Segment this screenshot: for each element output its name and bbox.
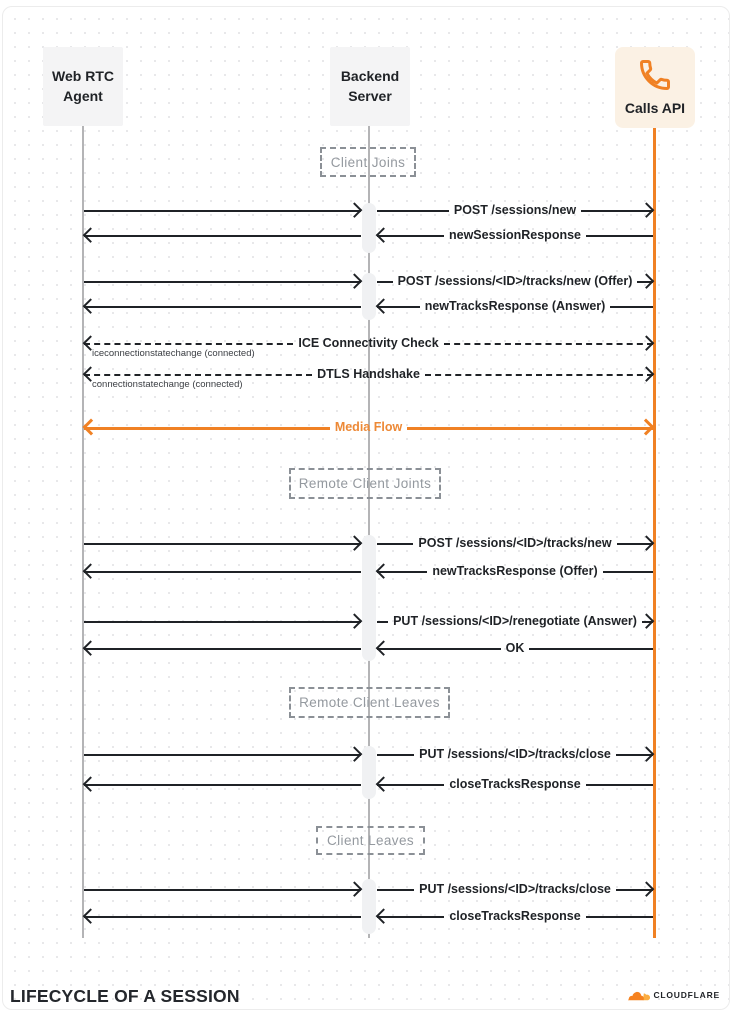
message-arrow bbox=[377, 563, 653, 581]
media-flow-arrow bbox=[84, 419, 653, 437]
arrowhead-left bbox=[376, 298, 392, 314]
message-label: closeTracksResponse bbox=[449, 909, 581, 923]
message-label: newTracksResponse (Offer) bbox=[432, 564, 598, 578]
activation-bar-1 bbox=[362, 273, 376, 320]
actor-label: Calls API bbox=[624, 100, 686, 116]
lifeline-calls bbox=[653, 126, 656, 938]
message-arrow bbox=[377, 535, 653, 553]
phase-note: Remote Client Joints bbox=[289, 468, 441, 499]
arrowhead-right bbox=[639, 746, 655, 762]
message-arrow bbox=[377, 776, 653, 794]
cloudflare-wordmark: CLOUDFLARE bbox=[653, 990, 720, 1000]
arrowhead-right bbox=[639, 881, 655, 897]
message-arrow bbox=[377, 298, 653, 316]
arrowhead-left bbox=[376, 227, 392, 243]
message-arrow bbox=[377, 202, 653, 220]
lifeline-webrtc bbox=[82, 126, 84, 938]
arrowhead-right bbox=[347, 202, 363, 218]
phase-note: Remote Client Leaves bbox=[289, 687, 450, 718]
message-arrow bbox=[84, 640, 361, 658]
message-arrow bbox=[377, 227, 653, 245]
arrowhead-left bbox=[376, 908, 392, 924]
message-arrow bbox=[84, 535, 361, 553]
event-note: iceconnectionstatechange (connected) bbox=[92, 348, 255, 359]
arrowhead-left bbox=[83, 227, 99, 243]
message-arrow bbox=[84, 563, 361, 581]
arrowhead-right bbox=[347, 613, 363, 629]
arrowhead-left bbox=[83, 419, 100, 436]
sequence-diagram bbox=[3, 7, 729, 1009]
arrowhead-left bbox=[376, 640, 392, 656]
message-label: POST /sessions/<ID>/tracks/new bbox=[418, 536, 612, 550]
message-arrow bbox=[84, 881, 361, 899]
message-arrow bbox=[377, 881, 653, 899]
arrowhead-left bbox=[83, 908, 99, 924]
cloudflare-logo bbox=[624, 988, 720, 1002]
actor-label: Web RTC Agent bbox=[52, 67, 114, 104]
page-title: LIFECYCLE OF A SESSION bbox=[10, 986, 240, 1006]
arrowhead-right bbox=[639, 335, 655, 351]
message-arrow bbox=[84, 776, 361, 794]
phase-note: Client Leaves bbox=[316, 826, 425, 855]
arrowhead-left bbox=[83, 640, 99, 656]
arrowhead-left bbox=[376, 776, 392, 792]
message-label: PUT /sessions/<ID>/tracks/close bbox=[419, 882, 611, 896]
message-label: newSessionResponse bbox=[449, 228, 581, 242]
arrowhead-right bbox=[347, 881, 363, 897]
arrowhead-right bbox=[638, 419, 655, 436]
activation-bar-0 bbox=[362, 203, 376, 253]
message-arrow bbox=[84, 613, 361, 631]
message-label: OK bbox=[505, 641, 525, 655]
actor-calls bbox=[615, 47, 695, 128]
arrowhead-right bbox=[639, 366, 655, 382]
phase-note: Client Joins bbox=[320, 147, 416, 177]
message-label: closeTracksResponse bbox=[449, 777, 581, 791]
arrowhead-right bbox=[639, 535, 655, 551]
arrowhead-right bbox=[347, 273, 363, 289]
phone-icon bbox=[637, 57, 673, 93]
message-arrow bbox=[377, 640, 653, 658]
diagram-canvas bbox=[2, 6, 730, 1010]
message-arrow bbox=[84, 227, 361, 245]
message-label: PUT /sessions/<ID>/tracks/close bbox=[419, 747, 611, 761]
arrowhead-left bbox=[376, 563, 392, 579]
message-arrow bbox=[377, 908, 653, 926]
actor-webrtc bbox=[43, 47, 123, 126]
message-label: POST /sessions/new bbox=[453, 203, 577, 217]
actor-backend bbox=[330, 47, 410, 126]
actor-label: Backend Server bbox=[340, 67, 400, 104]
message-label: ICE Connectivity Check bbox=[298, 336, 439, 350]
arrowhead-left bbox=[83, 563, 99, 579]
message-label: POST /sessions/<ID>/tracks/new (Offer) bbox=[397, 274, 633, 288]
arrowhead-right bbox=[639, 202, 655, 218]
message-label: Media Flow bbox=[334, 420, 403, 434]
event-note: connectionstatechange (connected) bbox=[92, 379, 243, 390]
message-arrow bbox=[377, 613, 653, 631]
message-arrow bbox=[84, 908, 361, 926]
message-label: newTracksResponse (Answer) bbox=[424, 299, 606, 313]
arrowhead-left bbox=[83, 298, 99, 314]
message-arrow bbox=[84, 298, 361, 316]
message-arrow bbox=[84, 202, 361, 220]
message-arrow bbox=[84, 273, 361, 291]
message-arrow bbox=[377, 746, 653, 764]
message-arrow bbox=[377, 273, 653, 291]
activation-bar-4 bbox=[362, 879, 376, 934]
message-label: DTLS Handshake bbox=[317, 367, 420, 381]
arrowhead-right bbox=[639, 273, 655, 289]
message-arrow bbox=[84, 746, 361, 764]
activation-bar-2 bbox=[362, 535, 376, 661]
cloudflare-cloud-icon bbox=[624, 988, 650, 1002]
arrowhead-right bbox=[347, 535, 363, 551]
message-label: PUT /sessions/<ID>/renegotiate (Answer) bbox=[393, 614, 637, 628]
activation-bar-3 bbox=[362, 746, 376, 799]
arrowhead-left bbox=[83, 776, 99, 792]
arrowhead-right bbox=[347, 746, 363, 762]
